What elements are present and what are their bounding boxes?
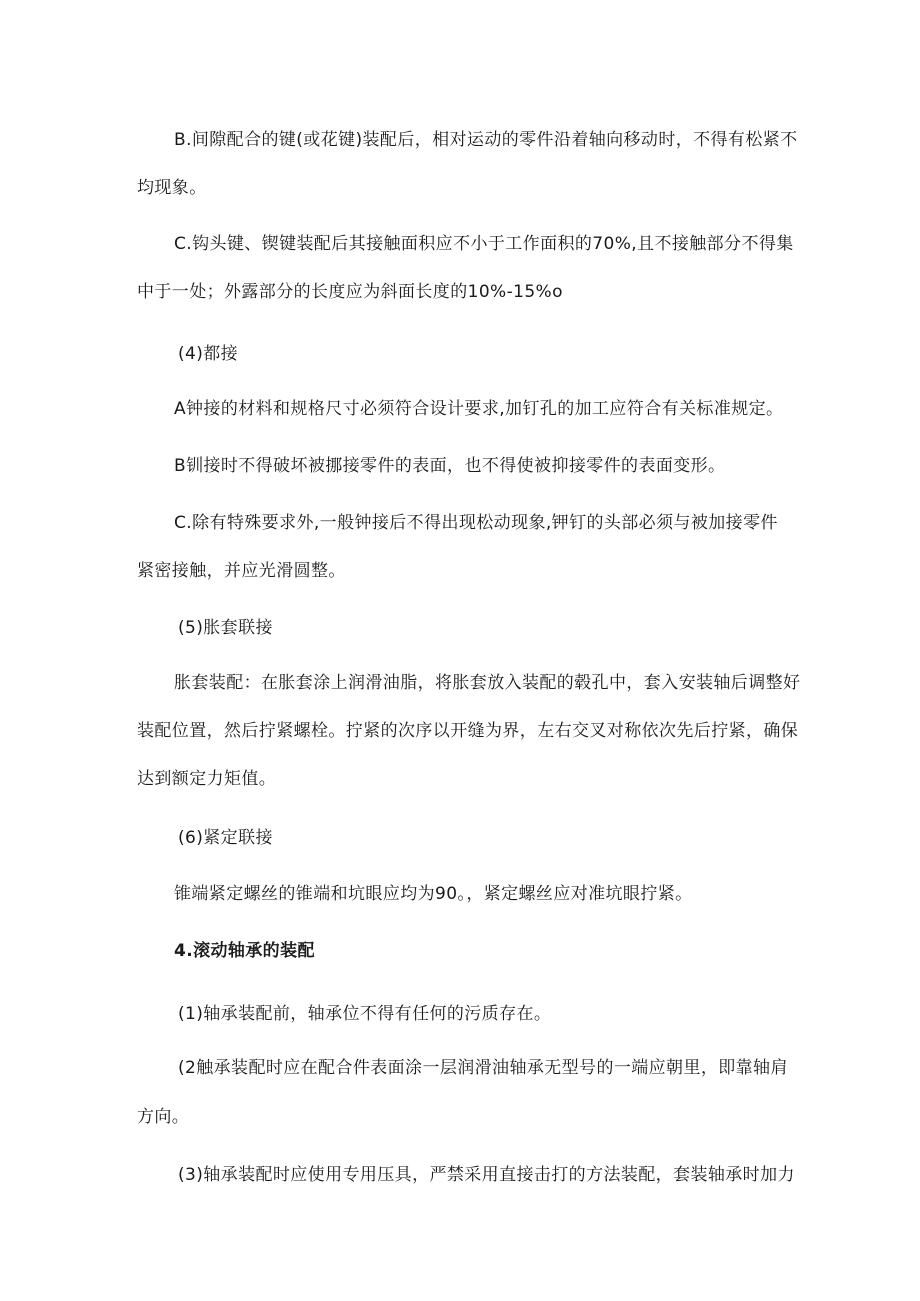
text-line-key-fit-2: 均现象。: [137, 178, 207, 198]
text-line-rivet-b: B钏接时不得破坏被挪接零件的表面，也不得使被抑接零件的表面变形。: [174, 456, 726, 476]
text-line-hook-key-2: 中于一处；外露部分的长度应为斜面长度的10%-15%o: [137, 282, 563, 302]
section-heading-bearing: 4.滚动轴承的装配: [174, 941, 315, 961]
section-heading-6: (6)紧定联接: [178, 828, 273, 848]
text-line-set-screw: 锥端紧定螺丝的锥端和坑眼应均为90。，紧定螺丝应对准坑眼拧紧。: [174, 884, 693, 904]
text-line-rivet-c-1: C.除有特殊要求外,一般钟接后不得出现松动现象,钾钉的头部必须与被加接零件: [174, 513, 778, 533]
text-line-sleeve-1: 胀套装配：在胀套涂上润滑油脂，将胀套放入装配的毂孔中，套入安装轴后调整好: [174, 673, 801, 693]
text-line-bearing-3: (3)轴承装配时应使用专用压具，严禁采用直接击打的方法装配，套装轴承时加力: [178, 1165, 795, 1185]
text-line-bearing-2-1: (2触承装配时应在配合件表面涂一层润滑油轴承无型号的一端应朝里，即靠轴肩: [178, 1058, 788, 1078]
text-line-bearing-2-2: 方向。: [137, 1107, 190, 1127]
section-heading-5: (5)胀套联接: [178, 618, 273, 638]
text-line-rivet-c-2: 紧密接触，并应光滑圆整。: [137, 561, 346, 581]
text-line-sleeve-3: 达到额定力矩值。: [137, 769, 277, 789]
text-line-key-fit-1: B.间隙配合的键(或花键)装配后，相对运动的零件沿着轴向移动时，不得有松紧不: [174, 130, 798, 150]
text-line-sleeve-2: 装配位置，然后拧紧螺栓。拧紧的次序以开缝为界，左右交叉对称依次先后拧紧，确保: [137, 721, 799, 741]
section-heading-4: (4)都接: [178, 344, 239, 364]
text-line-hook-key-1: C.钩头键、锲键装配后其接触面积应不小于工作面积的70%,且不接触部分不得集: [174, 234, 794, 254]
text-line-rivet-a: A钟接的材料和规格尺寸必须符合设计要求,加钉孔的加工应符合有关标准规定。: [174, 399, 784, 419]
text-line-bearing-1: (1)轴承装配前，轴承位不得有任何的污质存在。: [178, 1004, 552, 1024]
